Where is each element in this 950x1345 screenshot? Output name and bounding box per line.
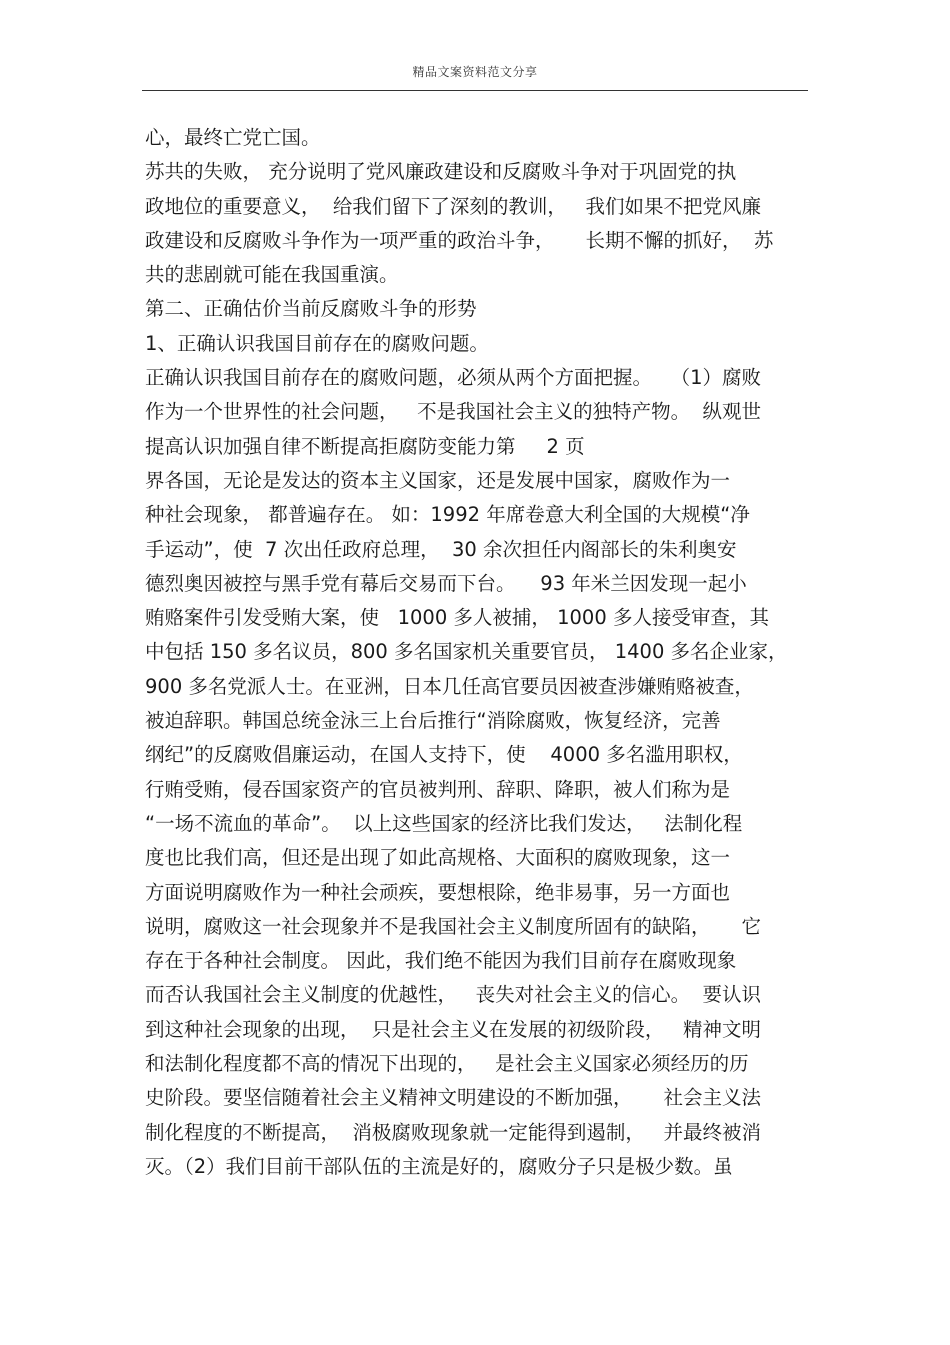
text-line: 方面说明腐败作为一种社会顽疾，要想根除，绝非易事，另一方面也 xyxy=(145,880,731,904)
text-line: 度也比我们高，但还是出现了如此高规格、大面积的腐败现象，这一 xyxy=(145,846,731,870)
section-heading: 第二、正确估价当前反腐败斗争的形势 xyxy=(145,297,477,321)
text-line: 存在于各种社会制度。 因此，我们绝不能因为我们目前存在腐败现象 xyxy=(145,949,737,973)
text-line: 种社会现象， 都普遍存在。 如：1992 年席卷意大利全国的大规模“净 xyxy=(145,503,750,527)
text-line: 界各国，无论是发达的资本主义国家，还是发展中国家，腐败作为一 xyxy=(145,468,731,492)
text-line: 共的悲剧就可能在我国重演。 xyxy=(145,263,399,287)
text-line: 德烈奥因被控与黑手党有幕后交易而下台。 93 年米兰因发现一起小 xyxy=(145,571,747,595)
text-line: 作为一个世界性的社会问题， 不是我国社会主义的独特产物。 纵观世 xyxy=(145,400,761,424)
page-marker-line: 提高认识加强自律不断提高拒腐防变能力第 2 页 xyxy=(145,434,585,458)
text-line: 说明，腐败这一社会现象并不是我国社会主义制度所固有的缺陷， 它 xyxy=(145,914,761,938)
text-line: 心，最终亡党亡国。 xyxy=(145,126,321,149)
text-line: 纲纪”的反腐败倡廉运动，在国人支持下，使 4000 多名滥用职权， xyxy=(145,743,743,767)
text-line: 正确认识我国目前存在的腐败问题，必须从两个方面把握。 （1）腐败 xyxy=(145,366,762,390)
text-line: 被迫辞职。韩国总统金泳三上台后推行“消除腐败，恢复经济，完善 xyxy=(145,709,721,733)
text-line: 苏共的失败， 充分说明了党风廉政建设和反腐败斗争对于巩固党的执 xyxy=(145,160,737,184)
text-line: 中包括 150 多名议员，800 多名国家机关重要官员， 1400 多名企业家， xyxy=(145,640,788,664)
text-line: 政地位的重要意义， 给我们留下了深刻的教训， 我们如果不把党风廉 xyxy=(145,194,761,218)
text-line: 贿赂案件引发受贿大案，使 1000 多人被捕， 1000 多人接受审查，其 xyxy=(145,606,769,630)
text-line: 900 多名党派人士。在亚洲，日本几任高官要员因被查涉嫌贿赂被查， xyxy=(145,674,754,698)
text-line: 政建设和反腐败斗争作为一项严重的政治斗争， 长期不懈的抓好， 苏 xyxy=(145,228,774,252)
text-line: 和法制化程度都不高的情况下出现的， 是社会主义国家必须经历的历 xyxy=(145,1052,749,1076)
header-divider xyxy=(142,90,808,91)
page-header: 精品文案资料范文分享 xyxy=(412,65,538,79)
document-body xyxy=(145,121,810,1184)
text-line: 灭。（2）我们目前干部队伍的主流是好的，腐败分子只是极少数。虽 xyxy=(145,1154,733,1178)
text-line: 而否认我国社会主义制度的优越性， 丧失对社会主义的信心。 要认识 xyxy=(145,983,761,1007)
subsection-heading: 1、正确认识我国目前存在的腐败问题。 xyxy=(145,331,489,355)
text-line: 史阶段。要坚信随着社会主义精神文明建设的不断加强， 社会主义法 xyxy=(145,1086,761,1110)
text-line: “一场不流血的革命”。 以上这些国家的经济比我们发达， 法制化程 xyxy=(145,811,743,835)
text-line: 到这种社会现象的出现， 只是社会主义在发展的初级阶段， 精神文明 xyxy=(145,1017,761,1041)
text-line: 行贿受贿，侵吞国家资产的官员被判刑、辞职、降职，被人们称为是 xyxy=(145,777,731,801)
text-line: 制化程度的不断提高， 消极腐败现象就一定能得到遏制， 并最终被消 xyxy=(145,1120,761,1144)
text-line: 手运动”，使 7 次出任政府总理， 30 余次担任内阁部长的朱利奥安 xyxy=(145,537,737,561)
